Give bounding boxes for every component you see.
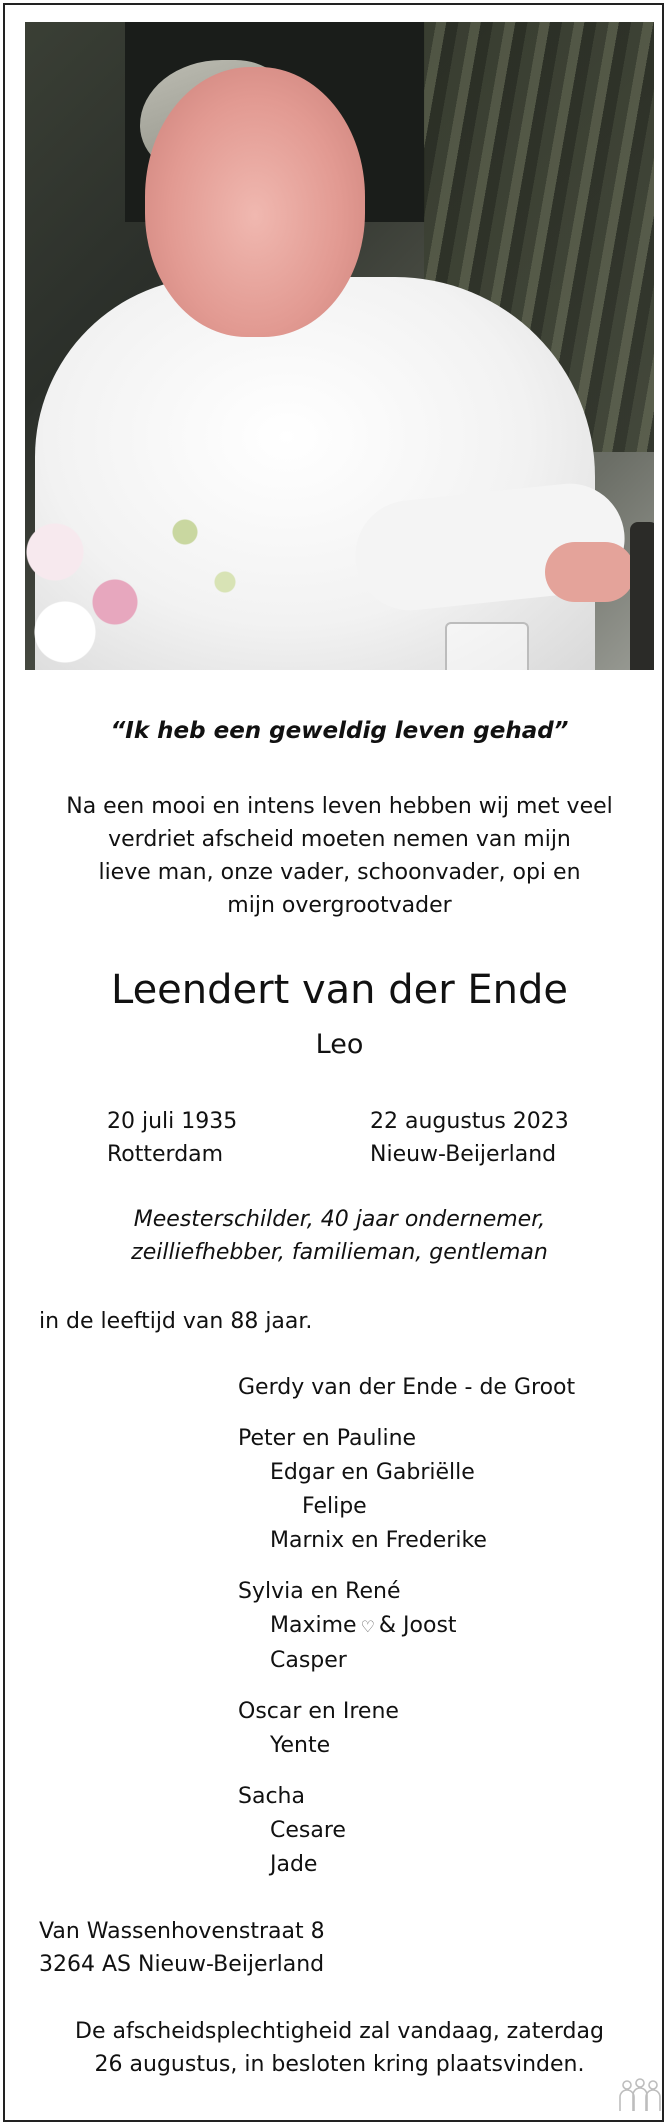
announcement-card [3,3,664,2122]
description: Meesterschilder, 40 jaar ondernemer, zeilliefhebber, familieman, gentleman [131,1207,548,1265]
bottle [630,522,654,670]
portrait-photo [25,22,654,670]
ceremony-notice: De afscheidsplechtigheid zal vandaag, zaterdag 26 augustus, in besloten kring plaatsvinden. [75,2019,604,2077]
family-spouse: Gerdy van der Ende - de Groot [238,1375,576,1400]
birth-info [107,1105,237,1171]
family-group-sylvia: Sylvia en René Maxime ♡ & Joost Casper [238,1579,457,1673]
family-group-peter: Peter en Pauline Edgar en Gabriëlle Felipe Marnix en Frederike [238,1426,487,1553]
people-group-logo [615,2077,665,2113]
birth-date: 20 juli 1935 [107,1109,238,1134]
quote: “Ik heb een geweldig leven gehad” [110,718,569,744]
family-group-sacha: Sacha Cesare Jade [238,1784,346,1877]
flowers [25,492,305,670]
birth-place: Rotterdam [107,1142,224,1167]
heart-outline-icon: ♡ [360,1617,375,1636]
intro-text: Na een mooi en intens leven hebben wij met veel verdriet afscheid moeten nemen van mijn lieve man, onze vader, schoonvader, opi en mijn overgrootvader [66,794,613,918]
family-group-oscar: Oscar en Irene Yente [238,1699,399,1758]
glass [445,622,529,670]
address: Van Wassenhovenstraat 8 3264 AS Nieuw-Beijerland [39,1919,325,1977]
deceased-nickname: Leo [315,1029,364,1060]
death-place: Nieuw-Beijerland [370,1142,557,1167]
family-list [238,1371,575,1899]
deceased-name: Leendert van der Ende [110,967,569,1013]
death-date: 22 augustus 2023 [370,1109,569,1134]
death-info [370,1105,569,1171]
age-text: in de leeftijd van 88 jaar. [39,1309,313,1334]
